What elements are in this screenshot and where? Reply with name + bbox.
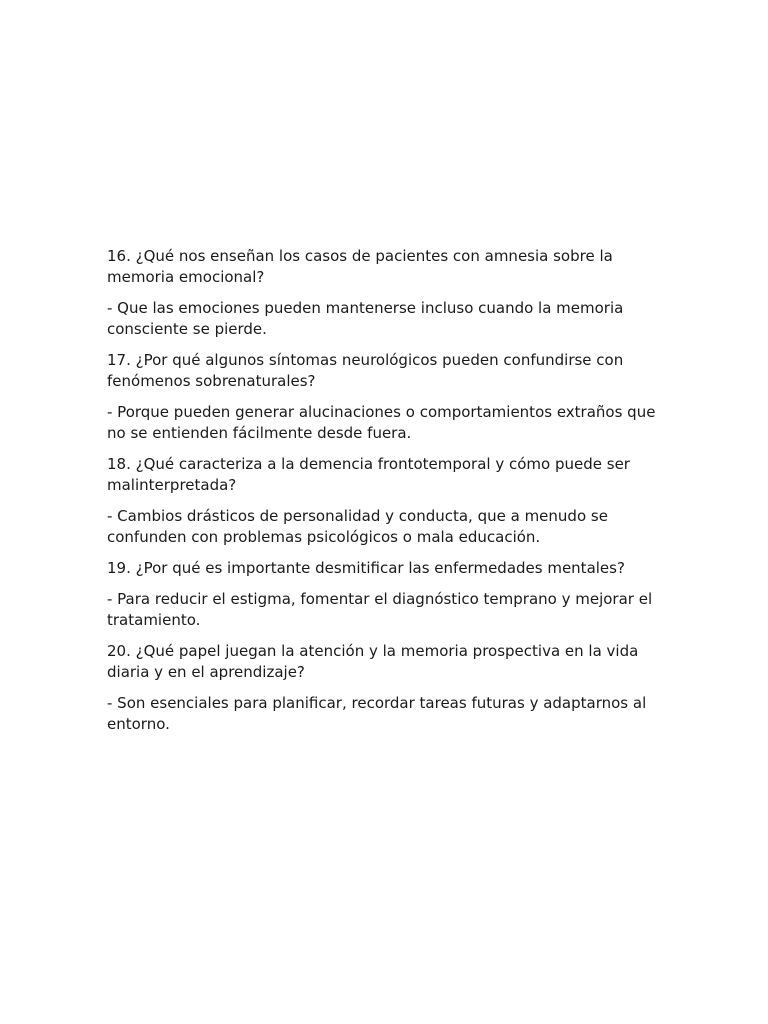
answer-17: - Porque pueden generar alucinaciones o comportamientos extraños que no se entienden fácilmente desde fuera. bbox=[107, 403, 656, 442]
answer-18: - Cambios drásticos de personalidad y conducta, que a menudo se confunden con problemas psicológicos o mala educación. bbox=[107, 507, 608, 546]
question-17: 17. ¿Por qué algunos síntomas neurológicos pueden confundirse con fenómenos sobrenaturales? bbox=[107, 351, 624, 390]
document-body bbox=[107, 246, 667, 745]
question-18: 18. ¿Qué caracteriza a la demencia frontotemporal y cómo puede ser malinterpretada? bbox=[107, 455, 630, 494]
question-19: 19. ¿Por qué es importante desmitificar las enfermedades mentales? bbox=[107, 559, 625, 577]
question-20: 20. ¿Qué papel juegan la atención y la memoria prospectiva en la vida diaria y en el aprendizaje? bbox=[107, 642, 639, 681]
answer-16: - Que las emociones pueden mantenerse incluso cuando la memoria consciente se pierde. bbox=[107, 299, 624, 338]
question-16: 16. ¿Qué nos enseñan los casos de pacientes con amnesia sobre la memoria emocional? bbox=[107, 247, 613, 286]
answer-19: - Para reducir el estigma, fomentar el diagnóstico temprano y mejorar el tratamiento. bbox=[107, 590, 653, 629]
answer-20: - Son esenciales para planificar, recordar tareas futuras y adaptarnos al entorno. bbox=[107, 694, 647, 733]
